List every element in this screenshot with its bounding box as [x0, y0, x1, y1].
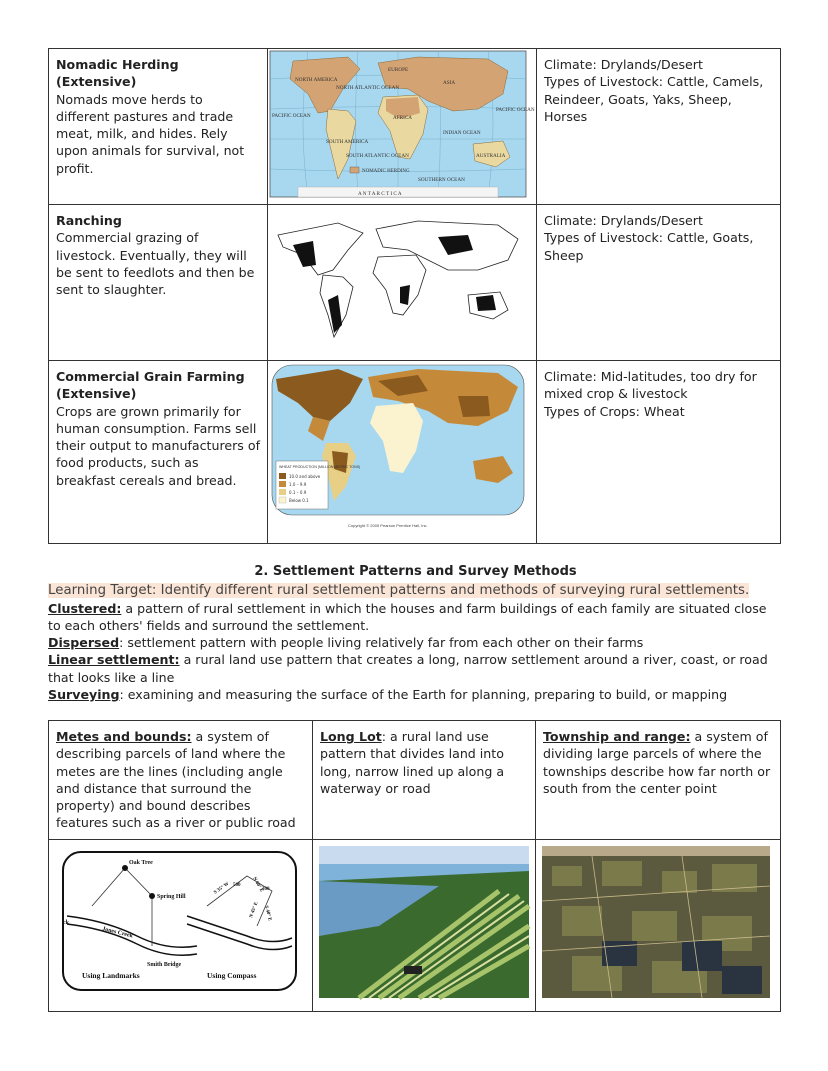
definition-term: Surveying — [48, 687, 120, 703]
ranching-info — [537, 205, 781, 361]
row-description: Nomads move herds to different pastures and trade meat, milk, and hides. Rely upon animals for survival, not profit. — [56, 91, 245, 176]
definition-term: Dispersed — [48, 635, 120, 651]
row-info: Climate: Drylands/Desert Types of Livestock: Cattle, Goats, Sheep — [544, 213, 754, 263]
learning-target: Learning Target: Identify different rural settlement patterns and methods of surveying rural settlements. — [48, 583, 750, 599]
township-range-photo-cell — [536, 840, 781, 1012]
grain-farming-map-cell — [268, 361, 537, 544]
legend-label: NOMADIC HERDING — [362, 169, 410, 174]
map-copyright: Copyright © 2005 Pearson Prentice Hall, Inc. — [348, 523, 428, 528]
map-label: SOUTH AMERICA — [326, 139, 369, 145]
map-label: PACIFIC OCEAN — [272, 113, 311, 119]
row-description: Crops are grown primarily for human consumption. Farms sell their output to manufacturers of food products, such as breakfast cereals and bread. — [56, 403, 261, 488]
bearing-label: S 35° W — [213, 881, 231, 896]
agriculture-table — [48, 48, 781, 544]
diagram-label: Smith Bridge — [147, 962, 182, 968]
row-title: Ranching — [56, 213, 122, 228]
nomadic-herding-info — [537, 49, 781, 205]
legend-item: 1.0 – 9.9 — [289, 482, 307, 487]
legend-item: 10.0 and above — [289, 474, 321, 479]
legend-swatch — [350, 167, 359, 173]
distance-label: 500 — [233, 883, 241, 888]
long-lot-cell — [313, 721, 536, 840]
metes-bounds-diagram-cell — [49, 840, 313, 1012]
long-lot-aerial-photo — [319, 846, 529, 998]
definition-term: Long Lot — [320, 729, 382, 744]
map-label: A N T A R C T I C A — [358, 191, 402, 197]
definition-text: a rural land use pattern that creates a long, narrow settlement around a river, coast, or road that looks like a line — [48, 652, 768, 685]
ranching-cell — [49, 205, 268, 361]
settlement-section — [48, 563, 783, 703]
metes-bounds-diagram — [57, 846, 302, 996]
map-label: AUSTRALIA — [476, 153, 506, 159]
nomadic-herding-map — [268, 49, 535, 199]
map-label: INDIAN OCEAN — [443, 130, 481, 136]
definitions — [48, 600, 783, 704]
diagram-label: ck — [63, 920, 69, 926]
row-title: Commercial Grain Farming (Extensive) — [56, 369, 245, 402]
section-title: 2. Settlement Patterns and Survey Methods — [254, 564, 577, 579]
diagram-caption: Using Landmarks — [82, 971, 140, 980]
legend-title: WHEAT PRODUCTION (MILLION METRIC TONS) — [279, 465, 361, 469]
definition-term: Metes and bounds: — [56, 729, 192, 744]
table-row — [49, 721, 781, 840]
map-label: ASIA — [443, 80, 456, 86]
definition-item — [48, 600, 783, 635]
distance-label: 300 — [262, 887, 270, 892]
definition-text: a system of describing parcels of land where the metes are the lines (including angle and distance that surround the property) and bound describes features such as a river or public road — [56, 729, 296, 831]
diagram-label: Spring Hill — [157, 894, 186, 900]
definition-text: a system of dividing large parcels of where the townships describe how far north or south from the center point — [543, 729, 771, 796]
nomadic-herding-map-cell — [268, 49, 537, 205]
row-title: Nomadic Herding (Extensive) — [56, 57, 179, 90]
definition-term: Clustered: — [48, 600, 122, 616]
survey-methods-table — [48, 720, 781, 1012]
row-info: Climate: Mid-latitudes, too dry for mixed crop & livestock Types of Crops: Wheat — [544, 369, 757, 419]
township-range-cell — [536, 721, 781, 840]
legend-item: Below 0.1 — [289, 498, 309, 503]
bearing-label: N 45° E — [249, 901, 260, 919]
ranching-map-cell — [268, 205, 537, 361]
definition-item — [48, 686, 783, 703]
township-range-aerial-photo — [542, 846, 770, 998]
ranching-map — [268, 215, 528, 345]
map-label: NORTH AMERICA — [295, 77, 338, 83]
definition-text: : a rural land use pattern that divides land into long, narrow lined up along a waterway or road — [320, 729, 505, 796]
definition-term: Linear settlement: — [48, 652, 180, 668]
table-row — [49, 49, 781, 205]
bearing-label: N 60° E — [251, 876, 264, 894]
definition-term: Township and range: — [543, 729, 691, 744]
map-label: SOUTHERN OCEAN — [418, 177, 465, 183]
diagram-label: Jones Creek — [101, 926, 134, 940]
wheat-production-map — [268, 361, 528, 533]
definition-item — [48, 634, 783, 651]
metes-bounds-cell — [49, 721, 313, 840]
learning-target-line — [48, 581, 783, 599]
grain-farming-cell — [49, 361, 268, 544]
row-info: Climate: Drylands/Desert Types of Livestock: Cattle, Camels, Reindeer, Goats, Yaks, Sheep, Horses — [544, 57, 764, 124]
legend-item: 0.1 – 0.9 — [289, 490, 307, 495]
definition-text: : settlement pattern with people living relatively far from each other on their farms — [119, 635, 644, 651]
row-description: Commercial grazing of livestock. Eventually, they will be sent to feedlots and then be sent to slaughter. — [56, 230, 255, 298]
definition-text: a pattern of rural settlement in which the houses and farm buildings of each family are situated close to each others' fields and surround the settlement. — [48, 600, 767, 633]
table-row — [49, 361, 781, 544]
map-label: AFRICA — [393, 115, 413, 121]
long-lot-photo-cell — [313, 840, 536, 1012]
table-row — [49, 840, 781, 1012]
map-label: SOUTH ATLANTIC OCEAN — [346, 153, 409, 159]
map-label: EUROPE — [388, 67, 409, 73]
map-label: PACIFIC OCEAN — [496, 107, 535, 113]
table-row — [49, 205, 781, 361]
grain-farming-info — [537, 361, 781, 544]
definition-text: : examining and measuring the surface of the Earth for planning, preparing to build, or mapping — [119, 687, 728, 703]
bearing-label: S 40° E — [263, 905, 272, 922]
nomadic-herding-cell — [49, 49, 268, 205]
diagram-caption: Using Compass — [207, 971, 257, 980]
diagram-label: Oak Tree — [129, 860, 153, 866]
map-label: NORTH ATLANTIC OCEAN — [336, 85, 400, 91]
definition-item — [48, 651, 783, 686]
